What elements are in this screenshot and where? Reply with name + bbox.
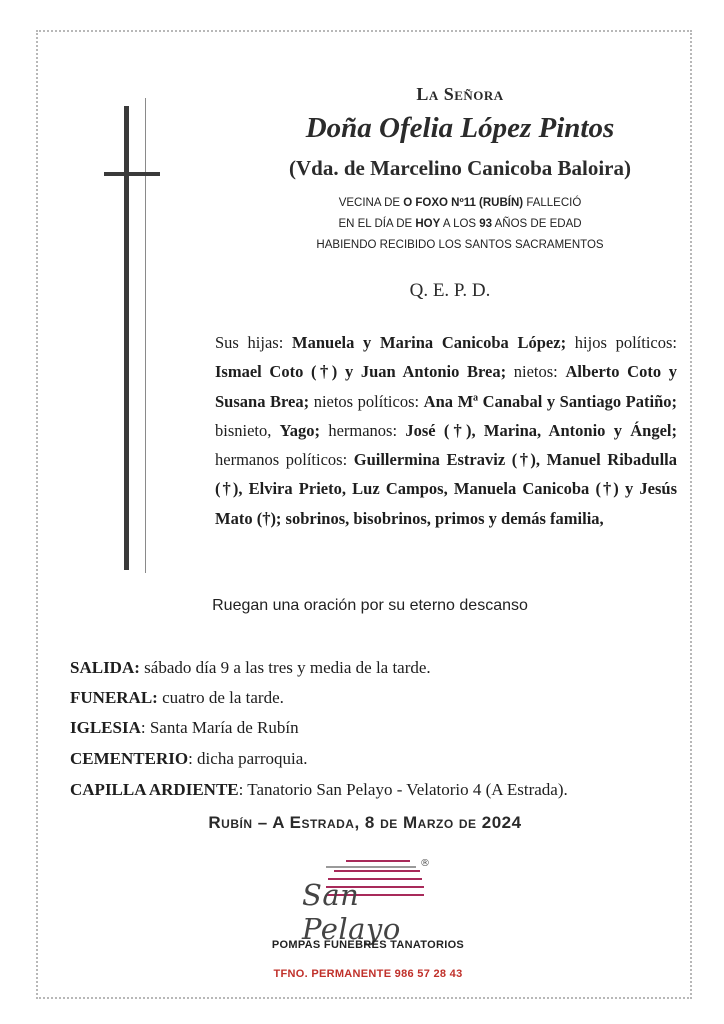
widow-of: (Vda. de Marcelino Canicoba Baloira) bbox=[288, 156, 631, 180]
detail-salida: SALIDA: sábado día 9 a las tres y media de la tarde. bbox=[70, 658, 431, 677]
notice-line-1: VECINA DE O FOXO Nº11 (RUBÍN) FALLECIÓ bbox=[338, 197, 582, 209]
prayer-line: Ruegan una oración por su eterno descanso bbox=[212, 597, 528, 614]
registered-mark: ® bbox=[420, 858, 430, 869]
detail-capilla: CAPILLA ARDIENTE: Tanatorio San Pelayo - Velatorio 4 (A Estrada). bbox=[70, 780, 568, 799]
death-notice bbox=[250, 193, 670, 256]
notice-line-2: EN EL DÍA DE HOY A LOS 93 AÑOS DE EDAD bbox=[338, 218, 582, 230]
detail-cementerio: CEMENTERIO: dicha parroquia. bbox=[70, 749, 308, 768]
phone-number: TFNO. PERMANENTE 986 57 28 43 bbox=[273, 968, 463, 980]
company-tagline: POMPAS FUNEBRES TANATORIOS bbox=[271, 939, 465, 951]
family-paragraph: Sus hijas: Manuela y Marina Canicoba López; hijos políticos: Ismael Coto (†) y Juan Antonio Brea; nietos: Alberto Coto y Susana Brea; nietos políticos: Ana Mª Canabal y Santiago Patiño; bisnieto, Yago; hermanos: José (†), Marina, Antonio y Ángel; hermanos políticos: Guillermina Estraviz (†), Manuel Ribadulla (†), Elvira Prieto, Luz Campos, Manuela Canicoba (†) y Jesús Mato (†); sobrinos, bisobrinos, primos y demás familia, bbox=[215, 333, 677, 528]
logo-text: San Pelayo bbox=[302, 878, 401, 946]
notice-line-3: HABIENDO RECIBIDO LOS SANTOS SACRAMENTOS bbox=[316, 239, 604, 251]
qepd: Q. E. P. D. bbox=[409, 280, 491, 301]
deceased-name: Doña Ofelia López Pintos bbox=[305, 112, 615, 144]
title-prefix: La Señora bbox=[416, 84, 504, 104]
place-date: Rubín – A Estrada, 8 de Marzo de 2024 bbox=[208, 813, 522, 832]
detail-iglesia: IGLESIA: Santa María de Rubín bbox=[70, 718, 299, 737]
detail-funeral: FUNERAL: cuatro de la tarde. bbox=[70, 688, 284, 707]
